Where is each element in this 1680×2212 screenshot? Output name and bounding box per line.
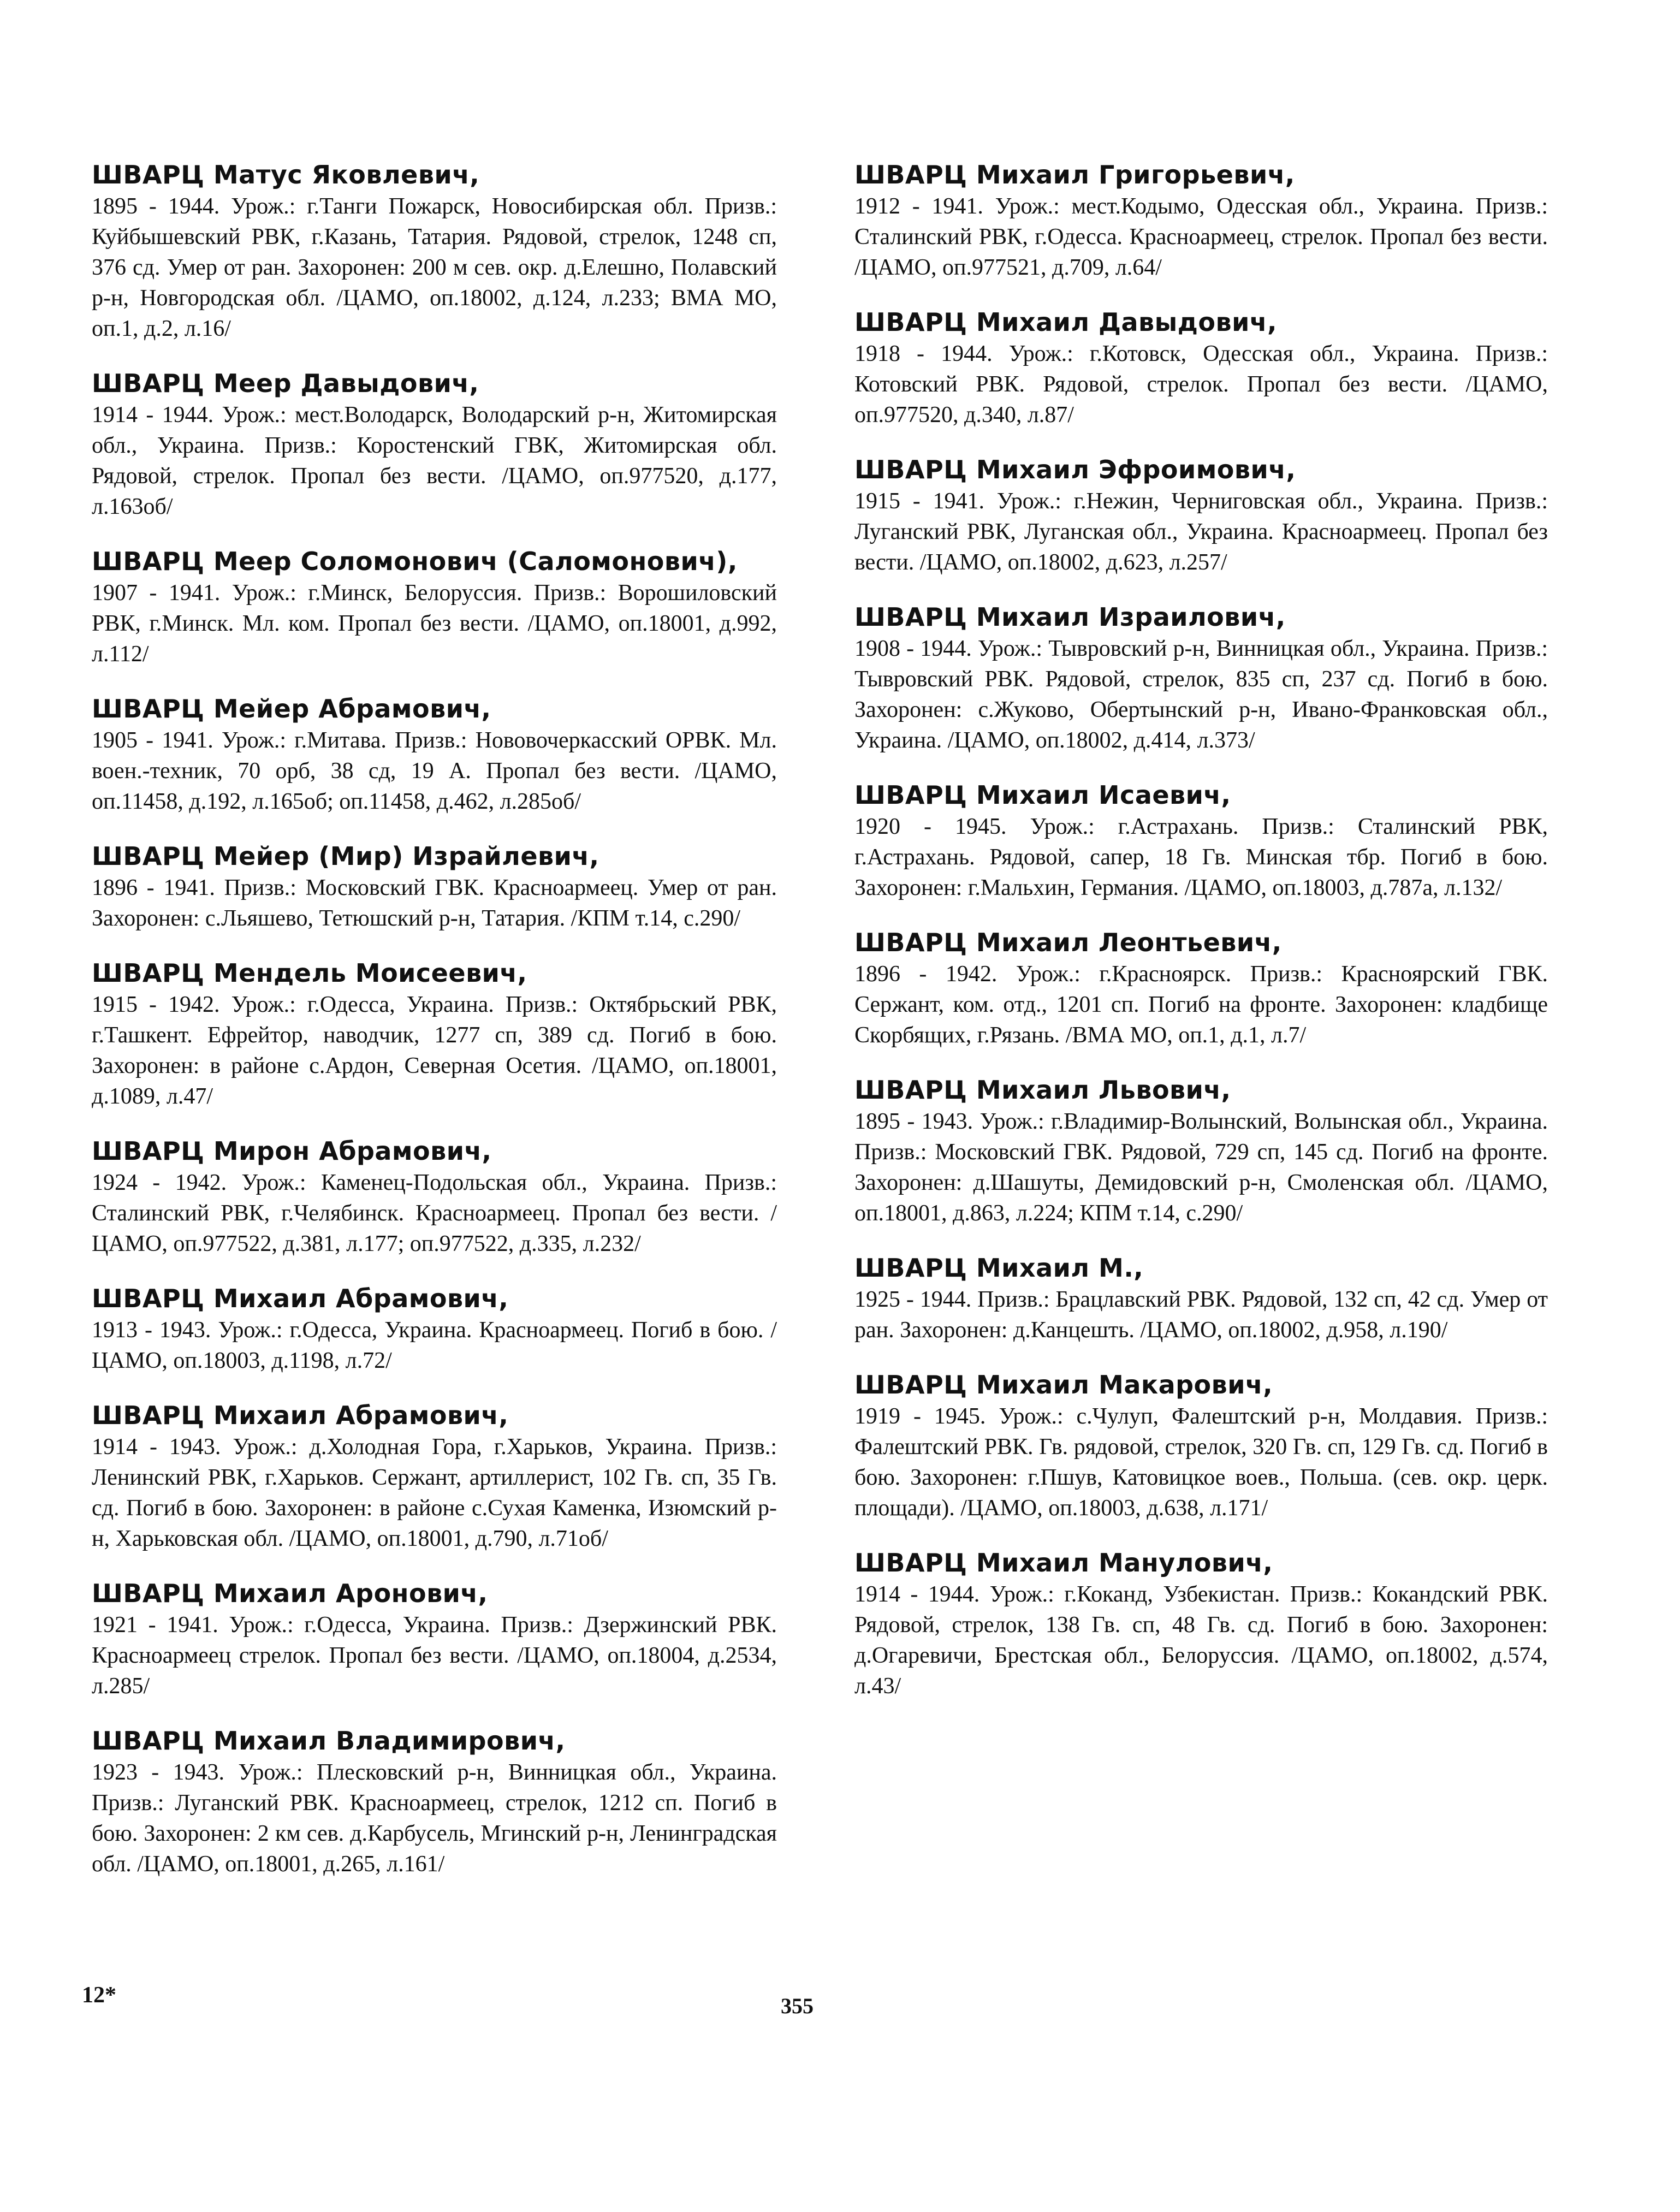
entry <box>92 1577 777 1701</box>
entry-text: 1896 - 1942. Урож.: г.Красноярск. Призв.: Красноярский ГВК. Сержант, ком. отд., 1201 сп. Погиб на фронте. Захоронен: кладбище Скорбящих, г.Рязань. /ВМА МО, оп.1, д.1, л.7/ <box>854 962 1548 1048</box>
entry-name: ШВАРЦ Матус Яковлевич, <box>92 160 480 189</box>
entry-text: 1915 - 1941. Урож.: г.Нежин, Черниговская обл., Украина. Призв.: Луганский РВК, Луганская обл., Украина. Красноармеец. Пропал без вести. /ЦАМО, оп.18002, д.623, л.257/ <box>854 489 1548 575</box>
entry-name: ШВАРЦ Михаил Леонтьевич, <box>854 928 1282 957</box>
entry <box>92 1724 777 1879</box>
entry <box>854 158 1548 283</box>
entry <box>92 545 777 669</box>
entry <box>854 306 1548 430</box>
entry <box>854 1074 1548 1229</box>
entry-text: 1921 - 1941. Урож.: г.Одесса, Украина. Призв.: Дзержинский РВК. Красноармеец стрелок. Пропал без вести. /ЦАМО, оп.18004, д.2534, л.285/ <box>92 1612 777 1699</box>
entry-name: ШВАРЦ Михаил Григорьевич, <box>854 160 1295 189</box>
entry-text: 1914 - 1944. Урож.: мест.Володарск, Володарский р-н, Житомирская обл., Украина. Призв.: Коростенский ГВК, Житомирская обл. Рядовой, стрелок. Пропал без вести. /ЦАМО, оп.977520, д.177, л.163об/ <box>92 402 777 519</box>
entry-text: 1912 - 1941. Урож.: мест.Кодымо, Одесская обл., Украина. Призв.: Сталинский РВК, г.Одесса. Красноармеец, стрелок. Пропал без вести. /ЦАМО, оп.977521, д.709, л.64/ <box>854 194 1548 280</box>
entry <box>854 926 1548 1051</box>
entry-name: ШВАРЦ Михаил Исаевич, <box>854 780 1231 810</box>
entry-name: ШВАРЦ Мендель Моисеевич, <box>92 958 527 988</box>
entry <box>854 1368 1548 1523</box>
entry-text: 1915 - 1942. Урож.: г.Одесса, Украина. Призв.: Октябрьский РВК, г.Ташкент. Ефрейтор, наводчик, 1277 сп, 389 сд. Погиб в бою. Захоронен: в районе с.Ардон, Северная Осетия. /ЦАМО, оп.18001, д.1089, л.47/ <box>92 992 777 1109</box>
entry-name: ШВАРЦ Михаил Владимирович, <box>92 1726 566 1756</box>
entry-name: ШВАРЦ Мейер (Мир) Израйлевич, <box>92 841 599 871</box>
entry-name: ШВАРЦ Михаил Манулович, <box>854 1548 1273 1578</box>
entry-name: ШВАРЦ Михаил Эфроимович, <box>854 455 1296 484</box>
entry-text: 1895 - 1943. Урож.: г.Владимир-Волынский, Волынская обл., Украина. Призв.: Московский ГВК. Рядовой, 729 сп, 145 сд. Погиб на фронте. Захоронен: д.Шашуты, Демидовский р-н, Смоленская обл. /ЦАМО, оп.18001, д.863, л.224; КПМ т.14, с.290/ <box>854 1109 1548 1226</box>
entry-text: 1914 - 1944. Урож.: г.Коканд, Узбекистан. Призв.: Кокандский РВК. Рядовой, стрелок, 138 Гв. сп, 48 Гв. сд. Погиб в бою. Захоронен: д.Огаревичи, Брестская обл., Белоруссия. /ЦАМО, оп.18002, д.574, л.43/ <box>854 1582 1548 1699</box>
entry-name: ШВАРЦ Михаил Израилович, <box>854 602 1286 632</box>
entry <box>92 158 777 344</box>
page-number: 355 <box>781 1994 814 2018</box>
left-column <box>92 158 777 1902</box>
signature-mark: 12* <box>82 1983 116 2008</box>
entry-name: ШВАРЦ Мейер Абрамович, <box>92 694 491 724</box>
entry <box>854 453 1548 578</box>
entry-text: 1908 - 1944. Урож.: Тывровский р-н, Винницкая обл., Украина. Призв.: Тывровский РВК. Рядовой, стрелок, 835 сп, 237 сд. Погиб в бою. Захоронен: с.Жуково, Обертынский р-н, Ивано-Франковская обл., Украина. /ЦАМО, оп.18002, д.414, л.373/ <box>854 636 1548 753</box>
entry-text: 1919 - 1945. Урож.: с.Чулуп, Фалештский р-н, Молдавия. Призв.: Фалештский РВК. Гв. рядовой, стрелок, 320 Гв. сп, 129 Гв. сд. Погиб в бою. Захоронен: г.Пшув, Катовицкое воев., Польша. (сев. окр. церк. площади). /ЦАМО, оп.18003, д.638, л.171/ <box>854 1404 1548 1521</box>
entry-text: 1920 - 1945. Урож.: г.Астрахань. Призв.: Сталинский РВК, г.Астрахань. Рядовой, сапер, 18 Гв. Минская тбр. Погиб в бою. Захоронен: г.Мальхин, Германия. /ЦАМО, оп.18003, д.787а, л.132/ <box>854 814 1548 900</box>
entry-text: 1914 - 1943. Урож.: д.Холодная Гора, г.Харьков, Украина. Призв.: Ленинский РВК, г.Харьков. Сержант, артиллерист, 102 Гв. сп, 35 Гв. сд. Погиб в бою. Захоронен: в районе с.Сухая Каменка, Изюмский р-н, Харьковская обл. /ЦАМО, оп.18001, д.790, л.71об/ <box>92 1434 777 1551</box>
entry-text: 1913 - 1943. Урож.: г.Одесса, Украина. Красноармеец. Погиб в бою. /ЦАМО, оп.18003, д.1198, л.72/ <box>92 1318 777 1373</box>
entry-name: ШВАРЦ Мирон Абрамович, <box>92 1136 492 1166</box>
entry <box>854 1546 1548 1701</box>
entry <box>854 1252 1548 1345</box>
entry-text: 1895 - 1944. Урож.: г.Танги Пожарск, Новосибирская обл. Призв.: Куйбышевский РВК, г.Казань, Татария. Рядовой, стрелок, 1248 сп, 376 сд. Умер от ран. Захоронен: 200 м сев. окр. д.Елешно, Полавский р-н, Новгородская обл. /ЦАМО, оп.18002, д.124, л.233; ВМА МО, оп.1, д.2, л.16/ <box>92 194 777 341</box>
entry-text: 1896 - 1941. Призв.: Московский ГВК. Красноармеец. Умер от ран. Захоронен: с.Льяшево, Тетюшский р-н, Татария. /КПМ т.14, с.290/ <box>92 875 777 931</box>
entry-name: ШВАРЦ Михаил Аронович, <box>92 1579 488 1608</box>
entry-text: 1905 - 1941. Урож.: г.Митава. Призв.: Нововочеркасский ОРВК. Мл. воен.-техник, 70 орб, 38 сд, 19 А. Пропал без вести. /ЦАМО, оп.11458, д.192, л.165об; оп.11458, д.462, л.285об/ <box>92 728 777 814</box>
entry-text: 1907 - 1941. Урож.: г.Минск, Белоруссия. Призв.: Ворошиловский РВК, г.Минск. Мл. ком. Пропал без вести. /ЦАМО, оп.18001, д.992, л.112/ <box>92 580 777 667</box>
entry <box>92 1282 777 1376</box>
entry <box>92 1399 777 1554</box>
entry-name: ШВАРЦ Михаил Макарович, <box>854 1370 1273 1399</box>
right-column <box>854 158 1548 1724</box>
entry-text: 1918 - 1944. Урож.: г.Котовск, Одесская обл., Украина. Призв.: Котовский РВК. Рядовой, стрелок. Пропал без вести. /ЦАМО, оп.977520, д.340, л.87/ <box>854 341 1548 428</box>
entry-name: ШВАРЦ Михаил Абрамович, <box>92 1284 509 1313</box>
entry <box>854 779 1548 903</box>
entry <box>92 957 777 1112</box>
entry <box>92 692 777 817</box>
entry <box>92 840 777 934</box>
entry-text: 1923 - 1943. Урож.: Плесковский р-н, Винницкая обл., Украина. Призв.: Луганский РВК. Красноармеец, стрелок, 1212 сп. Погиб в бою. Захоронен: 2 км сев. д.Карбусель, Мгинский р-н, Ленинградская обл. /ЦАМО, оп.18001, д.265, л.161/ <box>92 1760 777 1877</box>
entry <box>92 1135 777 1259</box>
entry-name: ШВАРЦ Меер Давыдович, <box>92 369 479 398</box>
entry <box>854 601 1548 756</box>
entry-text: 1924 - 1942. Урож.: Каменец-Подольская обл., Украина. Призв.: Сталинский РВК, г.Челябинск. Красноармеец. Пропал без вести. /ЦАМО, оп.977522, д.381, л.177; оп.977522, д.335, л.232/ <box>92 1170 777 1256</box>
entry-name: ШВАРЦ Михаил М., <box>854 1253 1144 1283</box>
entry-name: ШВАРЦ Михаил Давыдович, <box>854 307 1277 337</box>
entry <box>92 367 777 522</box>
entry-text: 1925 - 1944. Призв.: Брацлавский РВК. Рядовой, 132 сп, 42 сд. Умер от ран. Захоронен: д.Канцешть. /ЦАМО, оп.18002, д.958, л.190/ <box>854 1287 1548 1343</box>
entry-name: ШВАРЦ Михаил Абрамович, <box>92 1401 509 1430</box>
entry-name: ШВАРЦ Меер Соломонович (Саломонович), <box>92 547 738 576</box>
entry-name: ШВАРЦ Михаил Львович, <box>854 1075 1231 1105</box>
